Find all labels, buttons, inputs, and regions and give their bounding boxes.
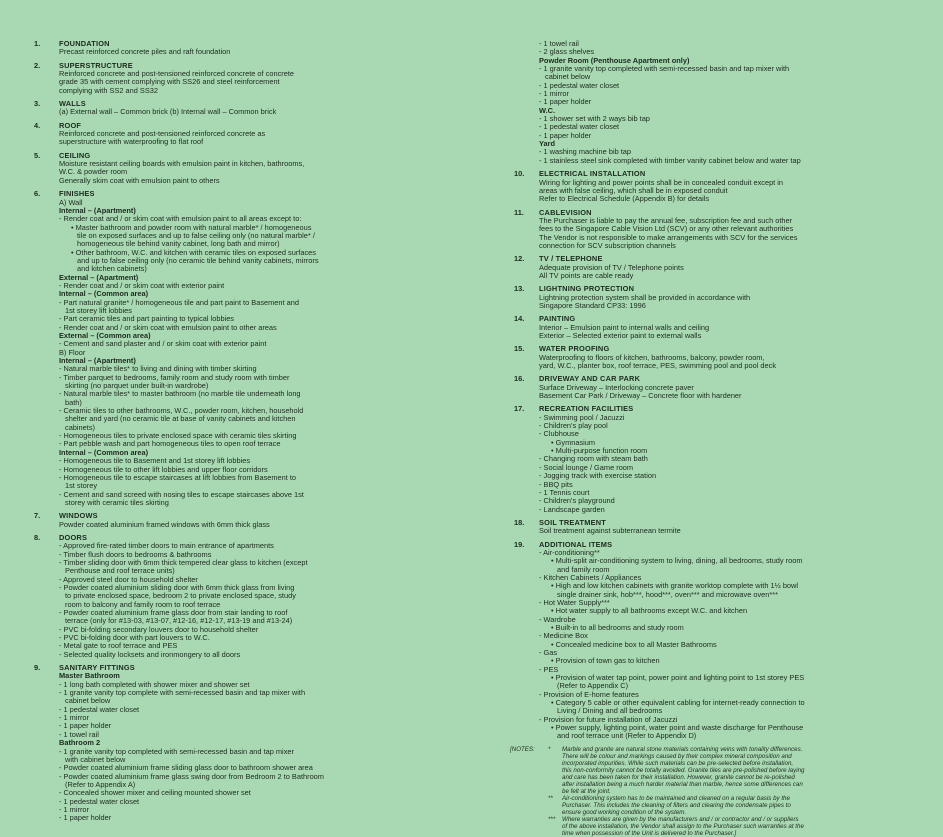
spec-line: Moisture resistant ceiling boards with emulsion paint in kitchen, bathrooms, (59, 159, 305, 169)
spec-line: • Built-in to all bedrooms and study room (551, 623, 684, 632)
spec-line: - 1 stainless steel sink completed with timber vanity cabinet below and water tap (539, 155, 801, 165)
right-column (510, 39, 914, 837)
spec-line: - Powder coated aluminium frame sliding glass door to bathroom shower area (59, 763, 313, 773)
spec-line: - 1 paper holder (539, 97, 592, 107)
section-finishes (34, 190, 466, 507)
spec-line: • Multi-purpose function room (551, 446, 648, 456)
spec-line: - Part ceramic tiles and part painting to typical lobbies (59, 314, 234, 324)
section-number: 18. (514, 517, 525, 527)
section-driveway-and-car-park (514, 375, 914, 400)
spec-line: Wiring for lighting and power points shall be in concealed conduit except in (539, 177, 784, 187)
spec-line: - Cement and sand plaster and / or skim coat with exterior paint (59, 339, 267, 349)
section-title: RECREATION FACILITIES (539, 404, 634, 414)
spec-line: - Render coat and / or skim coat with emulsion paint to other areas (59, 322, 277, 332)
spec-line: - 1 paper holder (59, 813, 112, 823)
spec-line: - Render coat and / or skim coat with exterior paint (59, 280, 225, 290)
spec-line: W.C. & powder room (59, 167, 128, 177)
spec-line: Soil treatment against subterranean termite (539, 526, 681, 536)
spec-line: - PVC bi-folding door with part louvers to W.C. (59, 633, 210, 643)
spec-line: • Power supply, lighting point, water point and waste discharge for Penthouse (551, 723, 804, 733)
spec-line: Singapore Standard CP33: 1996 (539, 300, 646, 310)
spec-line: - 1 pedestal water closet (539, 80, 620, 90)
subheading: W.C. (539, 105, 556, 115)
spec-line: areas with false ceiling, which shall be in exposed conduit (539, 185, 728, 195)
section-title: ELECTRICAL INSTALLATION (539, 169, 646, 179)
right-sections (514, 170, 914, 741)
spec-line: • Other bathroom, W.C. and kitchen with ceramic tiles on exposed surfaces (71, 247, 316, 257)
subheading: Internal – (Common area) (59, 447, 149, 457)
section-ceiling (34, 152, 466, 185)
spec-line: cabinet below (545, 72, 591, 82)
note-line: There will be colour and markings caused by their complex mineral composition and (562, 752, 792, 760)
spec-line: Lightning protection system shall be provided in accordance with (539, 292, 751, 302)
spec-line: • Gymnasium (551, 437, 596, 447)
section-doors (34, 534, 466, 659)
section-soil-treatment (514, 519, 914, 536)
spec-line: - Homogeneous tiles to private enclosed space with ceramic tiles skirting (59, 431, 297, 441)
note-line: Purchaser. This includes the cleaning of filters and clearing the condensate pipes to (562, 801, 791, 809)
subheading: Powder Room (Penthouse Apartment only) (539, 55, 690, 65)
section-title: WATER PROOFING (539, 344, 610, 354)
spec-line: fees to the Singapore Cable Vision Ltd (SCV) or any other relevant authorities (539, 224, 794, 234)
spec-line: • Provision of town gas to kitchen (551, 656, 660, 666)
spec-line: Refer to Electrical Schedule (Appendix B) for details (539, 194, 710, 204)
spec-line: - PVC bi-folding secondary louvers door to household shelter (59, 624, 259, 634)
section-title: CEILING (59, 150, 91, 160)
spec-line: - 1 mirror (59, 804, 89, 814)
spec-line: - Powder coated aluminium frame glass door from stair landing to roof (59, 608, 288, 617)
spec-line: - Homogeneous tile to escape staircases at lift lobbies from Basement to (59, 472, 297, 482)
spec-line: Penthouse and roof terrace units) (65, 566, 175, 576)
spec-line: - Clubhouse (539, 429, 579, 439)
section-lightning-protection (514, 285, 914, 310)
spec-line: grade 35 with cement complying with SS26 and steel reinforcement (59, 77, 280, 87)
spec-line: (Refer to Appendix A) (65, 779, 136, 789)
section-number: 12. (514, 254, 525, 264)
spec-line: - Render coat and / or skim coat with emulsion paint to all areas except to: (59, 214, 302, 224)
section-walls (34, 100, 466, 117)
section-number: 1. (34, 39, 41, 48)
spec-line: complying with SS2 and SS32 (59, 85, 159, 95)
spec-line: Generally skim coat with emulsion paint to others (59, 175, 220, 185)
section-number: 16. (514, 374, 525, 384)
spec-line: - Timber sliding door with 6mm thick tempered clear glass to kitchen (except (59, 557, 308, 567)
section-additional-items (514, 541, 914, 741)
spec-line: - Air-conditioning** (539, 547, 600, 557)
sanitary-fittings-continued (514, 40, 914, 165)
spec-line: and kitchen cabinets) (77, 264, 147, 274)
subheading: External – (Apartment) (59, 272, 139, 282)
section-electrical-installation (514, 170, 914, 203)
note-line: this non-conformity cannot be totally avoided. Granite tiles are pre-polished before laying (562, 766, 805, 774)
spec-line: The Vendor is not responsible to make arrangements with SCV for the services (539, 232, 798, 242)
section-cablevision (514, 209, 914, 251)
spec-line: All TV points are cable ready (539, 270, 634, 280)
spec-line: - Kitchen Cabinets / Appliances (539, 572, 642, 582)
section-number: 4. (34, 120, 41, 130)
spec-line: - Natural marble tiles* to master bathroom (no marble tile underneath long (59, 389, 301, 399)
note-line: Where warranties are given by the manufacturers and / or contractor and / or suppliers (562, 815, 799, 823)
spec-line: - Powder coated aluminium frame glass swing door from Bedroom 2 to Bathroom (59, 771, 324, 781)
spec-line: - Wardrobe (539, 614, 576, 624)
note-marker: * (548, 745, 551, 753)
section-windows (34, 512, 466, 529)
spec-line: • Master bathroom and powder room with natural marble* / homogeneous (71, 222, 312, 232)
note-line: ensure good working condition of the system. (562, 808, 687, 816)
section-title: SANITARY FITTINGS (59, 663, 135, 673)
section-number: 7. (34, 511, 41, 521)
spec-line: - 1 granite vanity top completed with semi-recessed basin and tap mixer (59, 746, 294, 756)
section-title: FOUNDATION (59, 39, 110, 48)
spec-line: • Provision of water tap point, power point and lighting point to 1st storey PES (551, 673, 805, 683)
spec-line: homogeneous tile behind vanity cabinet, long bath and mirror) (77, 239, 280, 249)
spec-line: - Changing room with steam bath (539, 454, 648, 464)
subheading: External – (Common area) (59, 331, 151, 340)
section-number: 15. (514, 344, 525, 354)
spec-line: - Approved fire-rated timber doors to main entrance of apartments (59, 541, 274, 551)
spec-line: single drainer sink, hob***, hood***, oven*** and microwave oven*** (557, 589, 779, 599)
spec-line: - Homogeneous tile to Basement and 1st storey lift lobbies (59, 456, 251, 466)
spec-line: • Category 5 cable or other equivalent cabling for internet-ready connection to (551, 698, 805, 708)
spec-line: - Cement and sand screed with nosing tiles to escape staircases above 1st (59, 489, 304, 499)
spec-line: - 1 towel rail (539, 39, 579, 48)
spec-line: - Timber flush doors to bedrooms & bathrooms (59, 549, 212, 559)
spec-line: - Metal gate to roof terrace and PES (59, 641, 178, 651)
subheading: Internal – (Apartment) (59, 205, 136, 215)
section-title: ADDITIONAL ITEMS (539, 539, 613, 549)
section-title: FINISHES (59, 189, 95, 199)
spec-line: and roof terrace unit (Refer to Appendix D) (557, 731, 697, 741)
section-number: 8. (34, 532, 41, 542)
spec-line: room to balcony and family room to roof terrace (65, 599, 221, 609)
spec-line: and family room (557, 564, 610, 574)
spec-line: - BBQ pits (539, 479, 573, 489)
note-line: Marble and granite are natural stone materials containing veins with tonality differences. (562, 745, 803, 753)
spec-line: superstructure with waterproofing to flat roof (59, 137, 204, 147)
subheading: Internal – (Common area) (59, 289, 149, 299)
section-recreation-facilities (514, 405, 914, 513)
spec-line: 1st storey (65, 481, 98, 491)
note-marker: *** (548, 815, 556, 823)
spec-line: • High and low kitchen cabinets with granite worktop complete with 1½ bowl (551, 581, 799, 591)
section-tv-telephone (514, 255, 914, 280)
spec-line: - 1 shower set with 2 ways bib tap (539, 114, 650, 124)
spec-line: 1st storey lift lobbies (65, 305, 132, 315)
section-number: 11. (514, 207, 524, 217)
subheading: Yard (539, 139, 556, 149)
spec-line: - Approved steel door to household shelter (59, 574, 198, 584)
section-number: 10. (514, 169, 525, 179)
spec-line: - Children's play pool (539, 421, 608, 431)
spec-line: - 1 towel rail (59, 729, 99, 739)
section-number: 13. (514, 284, 525, 294)
spec-line: - Homogeneous tile to other lift lobbies and upper floor corridors (59, 464, 268, 474)
spec-line: • Multi-split air-conditioning system to living, dining, all bedrooms, study room (551, 556, 803, 566)
spec-line: - 1 Tennis court (539, 487, 590, 497)
spec-line: skirting (no parquet under built-in wardrobe) (65, 381, 209, 391)
spec-line: - Medicine Box (539, 631, 588, 641)
spec-line: - 2 glass shelves (539, 47, 595, 57)
spec-line: - 1 pedestal water closet (59, 704, 140, 714)
section-sanitary-fittings (34, 664, 466, 823)
section-title: LIGHTNING PROTECTION (539, 284, 635, 294)
spec-line: - 1 paper holder (539, 130, 592, 140)
note-item (514, 816, 914, 837)
note-item (514, 746, 914, 795)
spec-line: Precast reinforced concrete piles and raft foundation (59, 47, 231, 57)
section-number: 6. (34, 189, 41, 199)
spec-line: - 1 granite vanity top complete with semi-recessed basin and tap mixer with (59, 688, 306, 698)
notes-block (510, 745, 914, 837)
spec-line: - 1 mirror (539, 89, 569, 99)
spec-line: B) Floor (59, 347, 86, 357)
spec-line: - Social lounge / Game room (539, 462, 634, 472)
subheading: Bathroom 2 (59, 738, 101, 748)
spec-line: Adequate provision of TV / Telephone points (539, 262, 684, 272)
note-line: time when possession of the Unit is delivered to the Purchaser.] (562, 829, 737, 837)
note-line: be felt at the joint. (562, 787, 611, 795)
spec-line: shelter and yard (no ceramic tile at base of vanity cabinets and kitchen (65, 414, 296, 424)
spec-line: - 1 washing machine bib tap (539, 147, 632, 157)
spec-line: - Hot Water Supply*** (539, 597, 610, 607)
spec-line: Basement Car Park / Driveway – Concrete floor with hardener (539, 391, 742, 401)
spec-line: - Swimming pool / Jacuzzi (539, 412, 625, 422)
spec-line: yard, W.C., planter box, roof terrace, PES, swimming pool and pool deck (539, 361, 777, 371)
spec-line: - Powder coated aluminium sliding door with 6mm thick glass from living (59, 582, 295, 592)
spec-line: connection for SCV subscription channels (539, 240, 676, 250)
section-painting (514, 315, 914, 340)
spec-line: - Part natural granite* / homogeneous tile and part paint to Basement and (59, 297, 299, 307)
section-number: 19. (514, 539, 525, 549)
note-line: incorporated impurities. While such materials can be pre-selected before installation, (562, 759, 794, 767)
section-title: SOIL TREATMENT (539, 517, 606, 527)
spec-line: Reinforced concrete and post-tensioned reinforced concrete as (59, 129, 266, 139)
left-column (34, 40, 466, 828)
note-marker: ** (548, 794, 553, 802)
section-superstructure (34, 62, 466, 95)
section-title: DOORS (59, 532, 88, 542)
subheading: Internal – (Apartment) (59, 356, 136, 366)
spec-line: (Refer to Appendix C) (557, 681, 629, 691)
spec-line: Powder coated aluminium framed windows with 6mm thick glass (59, 519, 270, 529)
section-title: DRIVEWAY AND CAR PARK (539, 374, 641, 384)
section-number: 3. (34, 99, 41, 109)
section-title: SUPERSTRUCTURE (59, 60, 133, 70)
spec-line: cabinets) (65, 422, 95, 432)
spec-line: terrace (only for #13-03, #13-07, #12-16, #12-17, #13-19 and #13-24) (65, 616, 293, 626)
spec-line: - 1 granite vanity top completed with semi-recessed basin and tap mixer with (539, 64, 790, 74)
spec-line: Surface Driveway – Interlocking concrete paver (539, 382, 694, 392)
spec-line: - 1 pedestal water closet (59, 796, 140, 806)
spec-line: - 1 long bath completed with shower mixer and shower set (59, 679, 250, 689)
spec-line: bath) (65, 397, 82, 407)
section-title: WALLS (59, 99, 86, 109)
spec-line: - Ceramic tiles to other bathrooms, W.C., powder room, kitchen, household (59, 406, 304, 416)
spec-line: - Jogging track with exercise station (539, 471, 657, 481)
spec-line: The Purchaser is liable to pay the annual fee, subscription fee and such other (539, 215, 793, 225)
section-roof (34, 122, 466, 147)
spec-line: - Children's playground (539, 496, 615, 506)
spec-line: A) Wall (59, 197, 83, 207)
spec-line: - 1 paper holder (59, 721, 112, 731)
spec-line: Exterior – Selected exterior paint to external walls (539, 331, 702, 340)
section-title: ROOF (59, 120, 82, 130)
section-foundation (34, 40, 466, 57)
section-title: PAINTING (539, 314, 576, 324)
spec-line: and up to false ceiling only (no ceramic tile behind vanity cabinets, mirrors (77, 255, 319, 265)
spec-line: - Gas (539, 648, 558, 658)
section-water-proofing (514, 345, 914, 370)
section-number: 9. (34, 663, 41, 673)
note-line: and care has been taken for their installation. However, granite cannot be re-polished (562, 773, 795, 781)
section-number: 5. (34, 150, 41, 160)
spec-line: (a) External wall – Common brick (b) Internal wall – Common brick (59, 107, 277, 117)
spec-line: tile on exposed surfaces and up to false ceiling only (no natural marble* / (77, 230, 315, 240)
spec-line: - Selected quality locksets and ironmongery to all doors (59, 649, 241, 659)
spec-line: to private enclosed space, bedroom 2 to private enclosed space, study (65, 591, 296, 601)
spec-line: Waterproofing to floors of kitchen, bathrooms, balcony, powder room, (539, 352, 765, 362)
subheading: Master Bathroom (59, 671, 120, 681)
spec-line: - 1 pedestal water closet (539, 122, 620, 132)
section-number: 17. (514, 404, 525, 414)
spec-line: • Hot water supply to all bathrooms except W.C. and kitchen (551, 606, 748, 616)
section-number: 14. (514, 314, 525, 324)
spec-line: - 1 mirror (59, 713, 89, 723)
spec-line: - Natural marble tiles* to living and dining with timber skirting (59, 364, 257, 374)
note-item (514, 795, 914, 816)
spec-line: storey with ceramic tiles skirting (65, 497, 169, 507)
spec-line: - Landscape garden (539, 504, 605, 514)
section-title: CABLEVISION (539, 207, 592, 217)
spec-line: with cabinet below (65, 754, 126, 764)
spec-line: - Provision for future installation of Jacuzzi (539, 714, 678, 724)
note-line: after installation being a much harder material than marble, hence some differences can (562, 780, 803, 788)
note-line: of the above installation, the Vendor shall assign to the Purchaser such warranties at the (562, 822, 804, 830)
note-line: Air-conditioning system has to be maintained and cleaned on a regular basis by the (562, 794, 790, 802)
spec-line: - Timber parquet to bedrooms, family room and study room with timber (59, 372, 290, 382)
spec-line: cabinet below (65, 696, 111, 706)
spec-line: - Concealed shower mixer and ceiling mounted shower set (59, 788, 251, 798)
spec-line: - Provision of E-home features (539, 689, 639, 699)
section-number: 2. (34, 60, 41, 70)
section-title: WINDOWS (59, 511, 98, 521)
notes-label: [NOTES: (510, 745, 535, 753)
section-title: TV / TELEPHONE (539, 254, 603, 264)
spec-line: Interior – Emulsion paint to internal walls and ceiling (539, 322, 710, 332)
spec-line: Living / Dining and all bedrooms (557, 706, 663, 716)
spec-line: Reinforced concrete and post-tensioned reinforced concrete of concrete (59, 69, 294, 79)
spec-line: - PES (539, 664, 559, 674)
spec-line: - Part pebble wash and part homogeneous tiles to open roof terrace (59, 439, 281, 449)
spec-line: • Concealed medicine box to all Master Bathrooms (551, 639, 717, 649)
